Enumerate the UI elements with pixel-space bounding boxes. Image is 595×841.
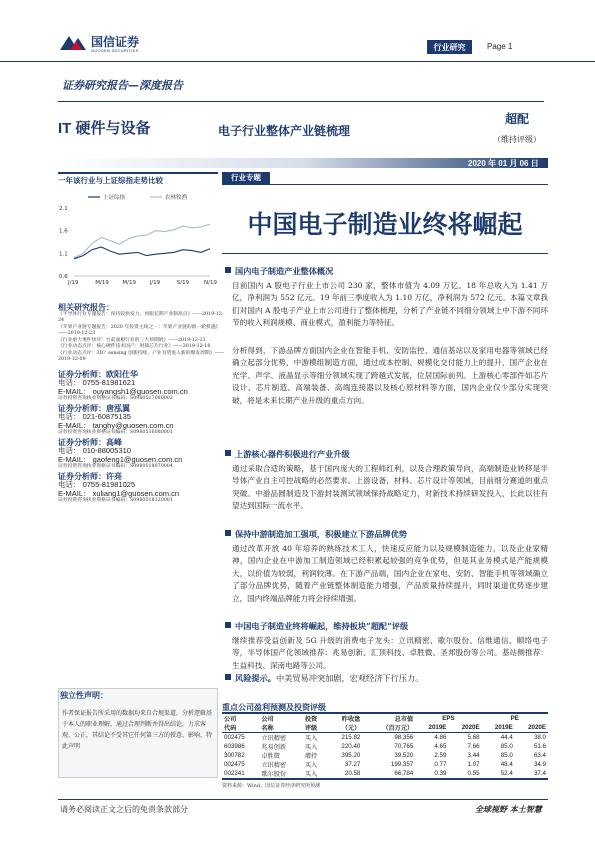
risk-heading-text: 风险提示。 — [235, 673, 276, 683]
analyst-card — [58, 438, 228, 471]
analyst-email[interactable]: E-MAIL： ouyangsh1@guosen.com.cn — [58, 387, 188, 397]
table-cell: 52.4 — [482, 769, 515, 779]
report-date: 2020 年 01 月 06 日 — [468, 159, 539, 168]
section-heading-text: 保持中游制造加工强项，积极建立下游品牌优势 — [235, 529, 407, 539]
x-tick-label: S/19 — [176, 280, 190, 286]
table-cell: 44.4 — [500, 734, 513, 741]
bullet-square-icon — [225, 530, 231, 536]
y-tick-label: 1.6 — [59, 228, 68, 235]
industry-title: IT 硬件与设备 — [58, 120, 151, 137]
col-header: 2020E — [448, 723, 481, 733]
analyst-name: 唐泓翼 — [106, 402, 130, 413]
table-cell: 4.65 — [434, 743, 447, 750]
analyst-phone: 电话： 010-88005310 — [58, 446, 131, 456]
analyst-license: 证券投资咨询执业资格证书编码：S0980518070004 — [58, 464, 173, 470]
analyst-name: 欧阳仕华 — [106, 368, 138, 379]
x-tick-label: N/19 — [204, 280, 217, 286]
section-paragraph: 目前国内 A 股电子行业上市公司 230 家，整体市值为 4.09 万亿。18 年总收入为 1.41 万亿，净利润为 552 亿元。19 年前三季度收入为 1.10 万亿，净利润为 572 亿元。本篇文章我们对国内 A 股电子产业上市公司进行了整体梳理，分析了产业链不同细分领域上中下游不同环节的收入利润规模、商业模式，盈利能力等特征。 — [232, 281, 548, 328]
section-heading-text: 上游核心器件积极进行产业升级 — [235, 449, 350, 459]
related-report-title: 《半导体行业专题报告：保持较快发力，看眼长期产业制高点》 — [58, 311, 193, 317]
section-heading — [225, 266, 333, 277]
col-header: 2020E — [515, 723, 548, 733]
table-cell: 0.55 — [448, 769, 481, 779]
table-cell: 增持 — [304, 753, 318, 760]
table-cell: 220.40 — [341, 743, 361, 750]
analyst-email[interactable]: E-MAIL： gaofeng1@guosen.com.cn — [58, 455, 183, 465]
section-paragraph: 分析得到，下游品牌方面国内企业在智能手机、安防监控、通信基站以及家用电器等领域已经确立起部分优势，中游模组制造方面，通过成本控制、规模化交付能力上的提升，国产企业在光学、声学、液晶显示等细分领域实现了跨越式发展，位居国际前列。上游核心零部件如芯片设计、芯片制造、高端装备、高端连接器以及核心原材料等方面，国内企业仅少部分实现突破，将是未来长期产业升级的重点方向。 — [232, 346, 548, 405]
x-tick-label: M/19 — [95, 280, 109, 286]
col-header-eps: EPS — [415, 713, 481, 723]
section-heading — [225, 621, 408, 632]
section-heading — [225, 449, 350, 460]
topic-tab: 行业专题 — [222, 172, 270, 184]
related-report-title: 《行业动态点评：3D？sensing 创新持续，产业有望进入新的爆发周期》 — [58, 350, 215, 356]
y-tick-label: 2.1 — [59, 206, 68, 212]
related-report-item — [58, 312, 228, 325]
bullet-square-icon — [225, 267, 231, 273]
section-paragraph: 继续推荐受益创新及 5G 升级的消费电子龙头：立讯精密、歌尔股份、信维通信、顺络电子等，半导体国产化领域推荐：兆易创新、汇顶科技、卓胜微、圣邦股份等公司。基站侧推荐：生益科技、深南电路等公司。 — [232, 636, 548, 670]
col-header: 投资 — [303, 713, 328, 723]
table-cell: 0.39 — [415, 769, 448, 779]
analyst-role: 证券分析师： — [58, 368, 106, 379]
analyst-phone: 电话： 0755-81981621 — [58, 378, 136, 388]
index-comparison-chart — [58, 186, 220, 292]
table-cell: 买入 — [304, 735, 318, 742]
analyst-phone: 电话： 0755-81981025 — [58, 480, 136, 490]
analyst-role: 证券分析师： — [58, 436, 106, 447]
series-line — [74, 247, 210, 259]
table-cell: 5.68 — [467, 734, 480, 741]
table-cell: 4.86 — [434, 734, 447, 741]
table-row — [222, 742, 548, 751]
stock-forecast-table — [222, 712, 548, 780]
section-paragraph: 通过采取合适的策略，基于国内庞大的工程师红利，以及合理政策导向，高端制造业转移是半导体产业自主可控战略的必然要求。上游设备，材料、芯片设计等领域，目前细分赛道的重点突破。中游品圆制造及下游封装测试领域保持战略定力，对新技术持续研发投入，长此以往有望达到国际一流水平。 — [232, 464, 548, 511]
disclaimer-text: 作者保证报告所采用的数据均来自合规渠道，分析逻辑基于本人的职业理解，通过合理判断并得出结论，力求客观、公正，其结论不受其它任何第三方的授意、影响，特此声明 — [62, 710, 213, 750]
guosen-logo-icon — [60, 32, 86, 50]
table-cell: 20.58 — [328, 769, 363, 779]
col-header: 代码 — [222, 723, 259, 733]
table-cell: 603986 — [224, 743, 245, 750]
analyst-card — [58, 404, 228, 437]
table-cell: 立讯精密 — [261, 735, 287, 742]
y-tick-label: 0.6 — [59, 274, 68, 280]
topic-rule — [222, 184, 548, 185]
table-row — [222, 733, 548, 743]
analyst-email[interactable]: E-MAIL： xuliang1@guosen.com.cn — [58, 489, 180, 499]
table-cell: 7.66 — [467, 743, 480, 750]
brand-name: 国信证券 — [91, 35, 140, 49]
table-cell: 2.59 — [434, 752, 447, 759]
risk-heading — [225, 673, 423, 684]
table-cell: 买入 — [304, 762, 318, 769]
bullet-square-icon — [225, 622, 231, 628]
footer-rule — [58, 799, 548, 800]
table-cell: 歌尔股份 — [259, 769, 303, 779]
table-title: 重点公司盈利预测及投资评级 — [222, 702, 326, 712]
rating: 超配 — [505, 112, 530, 126]
legend-label: 农林牧渔 — [165, 195, 188, 201]
related-report-date: ——2019-12-09 — [58, 350, 225, 363]
analyst-heading — [58, 404, 228, 413]
analyst-license: 证券投资咨询执业资格证书编码：S0980516080001 — [58, 430, 173, 436]
bullet-square-icon — [225, 674, 231, 680]
col-header: 2019E — [415, 723, 448, 733]
table-cell: 85.0 — [500, 743, 513, 750]
series-rule — [58, 101, 544, 102]
table-cell: 85.0 — [500, 752, 513, 759]
main-headline: 中国电子制造业终将崛起 — [247, 210, 523, 239]
table-row — [222, 769, 548, 779]
table-cell: 70,765 — [394, 743, 414, 750]
col-header: 总市值 — [362, 713, 415, 723]
section-heading-text: 国内电子制造产业整体概况 — [235, 266, 334, 276]
col-header-pe: PE — [482, 713, 548, 723]
table-cell: 3.44 — [467, 752, 480, 759]
related-report-date: ——2019-12-18 — [173, 344, 211, 350]
page-number: Page 1 — [487, 42, 513, 51]
analyst-license: 证券投资咨询执业资格证书编码：S0980518120001 — [58, 498, 173, 504]
bullet-square-icon — [225, 450, 231, 456]
table-cell: 002475 — [224, 734, 245, 741]
analyst-role: 证券分析师： — [58, 470, 106, 481]
related-report-date: ——2019-12-23 — [58, 331, 96, 337]
table-cell: 300782 — [224, 752, 245, 759]
table-row — [222, 751, 548, 760]
analyst-name: 高峰 — [106, 436, 122, 447]
col-header: （百万元） — [362, 723, 415, 733]
table-cell: 002475 — [224, 761, 245, 768]
report-series: 证券研究报告—深度报告 — [62, 79, 183, 92]
left-column — [58, 303, 228, 506]
analyst-role: 证券分析师： — [58, 402, 106, 413]
report-type-tab: 行业研究 — [427, 40, 472, 54]
table-cell: 215.82 — [341, 734, 361, 741]
brand-name-en: GUOSEN SECURITIES — [91, 48, 139, 53]
related-reports-list — [58, 312, 228, 364]
table-cell: 买入 — [303, 769, 328, 779]
table-cell: 38.0 — [533, 734, 546, 741]
x-tick-label: J/19 — [149, 280, 161, 286]
related-report-title: 《行业动态点评：核心硬件技术国产：射频芯片行业》 — [58, 344, 174, 350]
y-tick-label: 1.1 — [59, 251, 68, 258]
col-header: 名称 — [259, 723, 303, 733]
col-header: （元） — [328, 723, 363, 733]
table-cell: 63.4 — [533, 752, 546, 759]
analyst-card — [58, 370, 228, 403]
chart-box-title: 一年该行业与上证综指走势比较 — [58, 172, 218, 184]
table-cell: 1.07 — [467, 761, 480, 768]
col-header: 评级 — [303, 723, 328, 733]
section-heading — [225, 529, 407, 540]
section-heading-text: 中国电子制造业终将崛起，维持板块“超配”评级 — [235, 621, 409, 631]
x-tick-label: M/19 — [122, 280, 137, 286]
table-cell: 0.77 — [434, 761, 447, 768]
col-header: 昨收盘 — [328, 713, 363, 723]
report-subtitle: 电子行业整体产业链梳理 — [218, 124, 351, 138]
related-report-item — [58, 325, 228, 338]
table-cell: 199,357 — [390, 761, 414, 768]
legend-label: 上证综指 — [103, 195, 126, 201]
related-report-date: ——2019-12-23 — [168, 337, 206, 343]
footer-notice: 请务必阅读正文之后的免责条款部分 — [60, 805, 188, 814]
table-cell: 卓胜微 — [261, 753, 280, 760]
footer-slogan: 全球视野 本土智慧 — [475, 804, 542, 814]
table-cell: 37.4 — [515, 769, 548, 779]
series-line — [74, 224, 210, 258]
table-row — [222, 760, 548, 769]
headline-rule — [222, 253, 548, 254]
table-cell: 立讯精密 — [261, 762, 287, 769]
table-cell: 98,356 — [394, 734, 414, 741]
x-tick-label: J/19 — [68, 280, 79, 286]
related-report-date: ——2019-12-24 — [58, 311, 224, 324]
analyst-heading — [58, 370, 228, 379]
table-cell: 34.9 — [533, 761, 546, 768]
col-header: 2019E — [482, 723, 515, 733]
table-cell: 买入 — [304, 744, 318, 751]
related-report-title: 《行业重大事件快评：台前面板行业的三大预期展》 — [58, 337, 169, 343]
related-report-title: 《苹果产业链专题报告：2020 年投资主线之一：苹果产业链的新一轮机遇》 — [58, 324, 221, 330]
related-report-item — [58, 351, 228, 364]
analyst-phone: 电话： 021-60875135 — [58, 412, 131, 422]
table-cell: 395.20 — [341, 752, 361, 759]
section-paragraph: 通过改革开放 40 年培养的熟练技术工人，快速反应能力以及规模制造能力，以及企业家精神，国内企业在中游加工制造领域已经积累起较强的竞争优势，但是其业务模式是产能规模大，以价值为较弱，利润较薄。在下游产品端，国内企业在家电、安防、智能手机等领域确立了部分品牌优势，随着产业链整体制造能力增强，产品质量持续提升，同时渠道优势逐步建立，国内终端品牌能力将会持续增强。 — [232, 544, 548, 603]
table-header-row — [222, 723, 548, 733]
table-cell: 002241 — [222, 769, 259, 779]
col-header: 公司 — [259, 713, 303, 723]
table-header-row — [222, 713, 548, 723]
rating-note: （维持评级） — [493, 135, 541, 144]
related-reports-heading: 相关研究报告： — [58, 302, 114, 312]
analyst-email[interactable]: E-MAIL： tanghy@guosen.com.cn — [58, 421, 174, 431]
table-cell: 39,520 — [394, 752, 414, 759]
analyst-card — [58, 472, 228, 505]
col-header: 公司 — [222, 713, 259, 723]
analyst-license: 证券投资咨询执业资格证书编码：S0980517080002 — [58, 396, 173, 402]
analyst-name: 许亮 — [106, 470, 122, 481]
disclaimer-title: 独立性声明： — [60, 690, 108, 700]
analyst-list — [58, 370, 228, 505]
table-cell: 66,784 — [362, 769, 415, 779]
table-cell: 37.27 — [344, 761, 361, 768]
table-cell: 兆易创新 — [261, 744, 287, 751]
table-source: 资料来源：Wind、国信证券经济研究所预测 — [222, 783, 321, 789]
table-cell: 51.6 — [533, 743, 546, 750]
risk-text: 中美贸易冲突加剧，宏观经济下行压力。 — [275, 673, 424, 683]
table-cell: 48.4 — [500, 761, 513, 768]
header-rule — [0, 61, 595, 62]
